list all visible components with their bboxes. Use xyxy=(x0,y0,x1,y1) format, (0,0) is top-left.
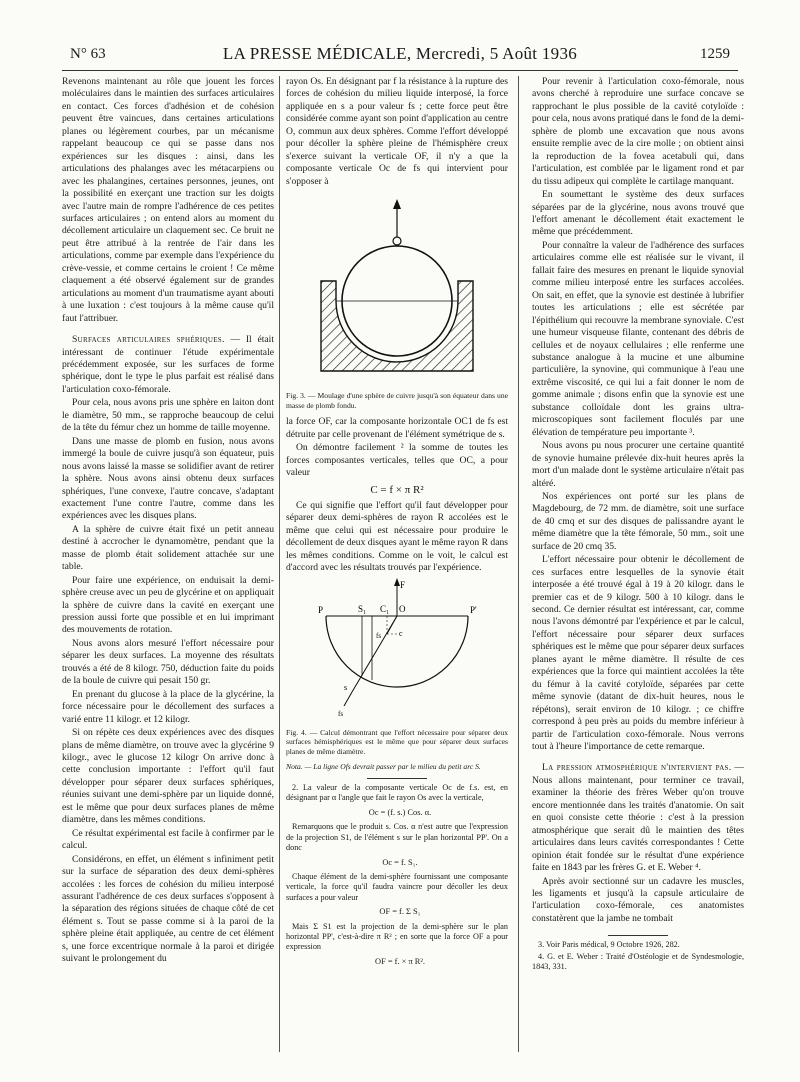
paragraph: A la sphère de cuivre était fixé un petit anneau destiné à accrocher le dynamomètre, pendant que la masse de plomb était solidement attachée sur une table. xyxy=(62,523,274,573)
journal-title: LA PRESSE MÉDICALE, Mercredi, 5 Août 1936 xyxy=(222,44,578,63)
column-rule xyxy=(518,76,519,1052)
figure-4-hemisphere-diagram xyxy=(286,576,508,726)
paragraph: Revenons maintenant au rôle que jouent les forces moléculaires dans le maintien des surfaces articulaires en contact. Ces forces d'adhésion et de cohésion peuvent être vaincues, dans certaines articulations planes ou légèrement courbes, par un mécanisme rappelant beaucoup ce qui se passe dans nos expériences sur les disques : ainsi, dans les articulations des phalanges avec les métacarpiens ou avec les phalangines, certaines personnes, jeunes, ont la possibilité en exerçant une traction sur les doigts avec l'autre main de rompre l'adhérence de ces petites surfaces articulaires ; on entend alors au moment du décollement articulaire un claquement sec. Ce bruit ne peut être attribué à la rentrée de l'air dans les articulations, comme par exemple dans l'expérience du crève-vessie, et comme certains le croient ! Ce même claquement a été observé également sur de grandes articulations au moment d'un traumatisme ayant abouti à une luxation : c'est toujours à la même cause qu'il faut l'attribuer. xyxy=(62,76,274,324)
label-P: P xyxy=(318,604,324,615)
paragraph: Considérons, en effet, un élément s infiniment petit sur la surface de séparation des deux demi-sphères accolées : les forces de cohésion du milieu interposé assurant l'adhérence de ces deux surfaces s'opposent à la séparation des régions situées de chaque côté de cet élément s. Tout se passe comme si à la paroi de la sphère pleine était appliquée, au centre de cet élément s, une force excentrique normale à la paroi et dirigée suivant le prolongement du xyxy=(62,853,274,965)
issue-number: N° 63 xyxy=(70,46,106,62)
paragraph: Pour cela, nous avons pris une sphère en laiton dont le diamètre, 50 mm., se rapproche beaucoup de celui de la tête du fémur chez un homme de taille moyenne. xyxy=(62,397,274,434)
running-header xyxy=(62,44,738,71)
figure-3-sphere-mold xyxy=(286,189,508,389)
arrow-head-icon xyxy=(393,199,401,209)
label-fs-2: fs xyxy=(338,709,344,718)
label-fs: fs xyxy=(376,631,382,640)
footnote-2: Remarquons que le produit s. Cos. α n'est autre que l'expression de la projection S1, de l'élément s sur le plan horizontal PP'. On a donc xyxy=(286,822,508,853)
label-F: F xyxy=(400,579,406,590)
paragraph: La pression atmosphérique n'intervient pas. — Nous allons maintenant, pour terminer ce travail, examiner la théorie des frères Weber qu'on trouve encore mentionnée dans les traités d'anatomie. On sait en quoi consiste cette théorie : c'est à la pression atmosphérique que serait dû le maintien des têtes articulaires dans leurs cavités correspondantes ! Cette opinion était fondée sur le résultat d'une expérience faite en 1843 par les frères G. et E. Weber ⁴. xyxy=(532,762,744,874)
paragraph: Ce qui signifie que l'effort qu'il faut développer pour séparer deux demi-sphères de rayon R accolées est le même que celui qui est nécessaire pour produire le décollement de deux disques ayant le même rayon R dans les mêmes conditions. Comme on le voit, le calcul est d'accord avec les résultats trouvés par l'expérience. xyxy=(286,499,508,574)
footnote-formula: Oc = (f. s.) Cos. α. xyxy=(368,807,432,817)
figure-4-note: Nota. — La ligne Ofs devrait passer par le milieu du petit arc S. xyxy=(286,762,481,772)
column-2 xyxy=(286,76,508,1052)
paragraph: Après avoir sectionné sur un cadavre les muscles, les ligaments et jusqu'à la capsule articulaire de l'articulation coxo-fémorale, ces anatomistes constatèrent que la jambe ne tombait xyxy=(532,875,744,924)
label-S1: S₁ xyxy=(358,603,367,614)
paragraph: rayon Os. En désignant par f la résistance à la rupture des forces de cohésion du milieu liquide interposé, la force appliquée en s a pour valeur fs ; cette force peut être considérée comme ayant son point d'application au centre O, commun aux deux sphères. Comme l'effort développé pour décoller la sphère pleine de l'hémisphère creux s'exerce suivant la verticale OF, il n'y a que la composante verticale Oc de fs qui intervient pour s'opposer à xyxy=(286,76,508,187)
paragraph: En soumettant le système des deux surfaces séparées par de la glycérine, nous avons trouvé que l'effort amenant le décollement était exactement le même que précédemment. xyxy=(532,189,744,238)
paragraph: Pour connaître la valeur de l'adhérence des surfaces articulaires comme elle est réalisée sur le vivant, il fallait faire des mesures en prenant le liquide synovial comme milieu interposé entre les surfaces accolées. On sait, en effet, que la synovie est destinée à lubrifier toutes les articulations ; elle est sécrétée par l'épithélium qui recouvre la membrane synoviale. C'est une humeur visqueuse filante, contenant des débris de cellules et de noyaux cellulaires ; elle renferme une substance analogue à la mucine et une albumine particulière, la synovine, qui communique à l'eau une extrême viscosité, ce qui lui a fait donner le nom de gomme animale ; disons enfin que la synovie est une substance colloïdale dont les grains ultra-microscopiques sont facilement floculés par une élévation de température peu importante ³. xyxy=(532,239,744,438)
ring xyxy=(393,237,401,245)
column-3 xyxy=(532,76,744,1052)
label-Pprime: P' xyxy=(470,604,477,615)
paragraph: Si on répète ces deux expériences avec des disques plans de même diamètre, on trouve avec la glycérine 9 kilogr., avec le glucose 12 kilogr On arrive donc à cette conclusion importante : l'effort qu'il faut développer pour séparer deux surfaces sphériques, réunies suivant une demi-sphère par un liquide donné, est le même que pour deux surfaces planes de même diamètre, dans les mêmes conditions. xyxy=(62,727,274,826)
paragraph: Surfaces articulaires sphériques. — Il était intéressant de continuer l'étude expérimentale précédemment exposée, sur les surfaces de forme sphérique, dont le type le plus parfait est réalisé dans l'articulation coxo-fémorale. xyxy=(62,334,274,395)
paragraph: En prenant du glucose à la place de la glycérine, la force nécessaire pour le décollement des surfaces a varié entre 11 kilogr. et 12 kilogr. xyxy=(62,688,274,725)
formula: C = f × π R² xyxy=(370,483,424,496)
page-number: 1259 xyxy=(700,46,730,62)
paragraph: Nos expériences ont porté sur les plans de Magdebourg, de 72 mm. de diamètre, soit une surface de 40 cmq et sur des disques de palissandre ayant le même diamètre que la tête fémorale, 50 mm., soit une surface de 20 cmq 35. xyxy=(532,490,744,552)
figure-3-caption: Fig. 3. — Moulage d'une sphère de cuivre jusqu'à son équateur dans une masse de plomb fondu. xyxy=(286,391,508,410)
footnote-formula: Oc = f. S₁. xyxy=(382,857,418,867)
footnote-rule xyxy=(367,778,427,779)
footnote-4: 4. G. et E. Weber : Traité d'Ostéologie et de Syndesmologie, 1843, 331. xyxy=(532,951,744,972)
paragraph: On démontre facilement ² la somme de toutes les forces composantes verticales, telles que OC, a pour valeur xyxy=(286,442,508,479)
paragraph: Pour revenir à l'articulation coxo-fémorale, nous avons cherché à reproduire une surface concave se rapprochant le plus possible de la cavité cotyloïde : pour cela, nous avons pratiqué dans le fond de la demi-sphère de plomb une excavation que nous avons ensuite remplie avec de la cire molle ; on obtient ainsi la reproduction de la fovea acetabuli qui, dans l'articulation, est comblée par le ligament rond et par du tissu adipeux qui complète le cartilage manquant. xyxy=(532,76,744,187)
paragraph: Nous avons alors mesuré l'effort nécessaire pour séparer les deux surfaces. La moyenne des résultats trouvés a été de 8 kilogr. 750, déduction faite du poids de la boule de cuivre qui pesait 150 gr. xyxy=(62,637,274,687)
paragraph: L'effort nécessaire pour obtenir le décollement de ces surfaces entre lesquelles de la synovie était interposée a été trouvé égal à 19 à 20 kilogr. dans le premier cas et de 9 kilogr. 500 à 10 kilogr. dans le second. Ce dernier résultat est intéressant, car, comme nous l'avons démontré par l'expérience et par le calcul, l'effort nécessaire pour séparer deux surfaces sphériques est le même que pour séparer deux surfaces planes ayant le même diamètre. Il résulte de ces expériences que la force qui maintient accolées la tête du fémur à la cavité cotyloïde, séparées par cette même synovie (datant de dix-huit heures, nous le répétons), serait environ de 10 kilogr. ; ce chiffre correspond à peu près au poids du membre inférieur à partir de l'articulation coxo-fémorale. Nous verrons tout à l'heure l'importance de cette remarque. xyxy=(532,554,744,753)
footnote-formula: OF = f. Σ S₁ xyxy=(379,907,421,917)
label-O: O xyxy=(399,603,406,614)
footnote-3: 3. Voir Paris médical, 9 Octobre 1926, 282. xyxy=(538,940,680,950)
footnote-2: 2. La valeur de la composante verticale Oc de f.s. est, en désignant par α l'angle que fait le rayon Os avec la verticale, xyxy=(286,783,508,803)
footnote-2: Mais Σ S1 est la projection de la demi-sphère sur le plan horizontal PP', c'est-à-dire π R² ; en sorte que la force OF a pour expression xyxy=(286,921,508,952)
label-C1: C₁ xyxy=(380,603,390,614)
section-heading: La pression atmosphérique n'intervient pas. xyxy=(542,762,732,774)
figure-4-caption: Fig. 4. — Calcul démontrant que l'effort nécessaire pour séparer deux surfaces hémisphériques est le même que pour séparer deux surfaces planes de même diamètre. xyxy=(286,727,508,756)
footnote-rule xyxy=(608,935,668,936)
hemisphere-arc xyxy=(326,616,468,687)
footnote-2: Chaque élément de la demi-sphère fournissant une composante verticale, la force qu'il faudra vaincre pour décoller les deux surfaces a pour valeur xyxy=(286,871,508,902)
paragraph: Ce résultat expérimental est facile à confirmer par le calcul. xyxy=(62,827,274,852)
paragraph: Dans une masse de plomb en fusion, nous avons immergé la boule de cuivre jusqu'à son équateur, puis nous avons laissé la masse se solidifier avant de retirer la sphère. Nous avons ainsi obtenu deux surfaces sphériques, l'une convexe, l'autre concave, s'adaptant exactement l'une contre l'autre, comme dans les expériences avec les disques plans. xyxy=(62,435,274,522)
footnote-formula: OF = f. × π R². xyxy=(375,956,425,966)
paragraph: Pour faire une expérience, on enduisait la demi-sphère creuse avec un peu de glycérine et on appliquait la sphère de cuivre dans la cavité en exerçant une pression aussi forte que possible et en lui imprimant des mouvements de rotation. xyxy=(62,574,274,636)
label-s: s xyxy=(344,682,348,692)
column-1 xyxy=(62,76,274,1052)
section-heading: Surfaces articulaires sphériques. xyxy=(72,334,225,346)
paragraph: la force OF, car la composante horizontale OC1 de fs est détruite par celle provenant de l'élément symétrique de s. xyxy=(286,416,508,440)
column-rule xyxy=(279,76,280,1052)
paragraph: Nous avons pu nous procurer une certaine quantité de synovie humaine prélevée dix-huit heures après la mort d'un malade dont le système articulaire n'était pas altéré. xyxy=(532,440,744,489)
label-c: c xyxy=(399,628,403,638)
